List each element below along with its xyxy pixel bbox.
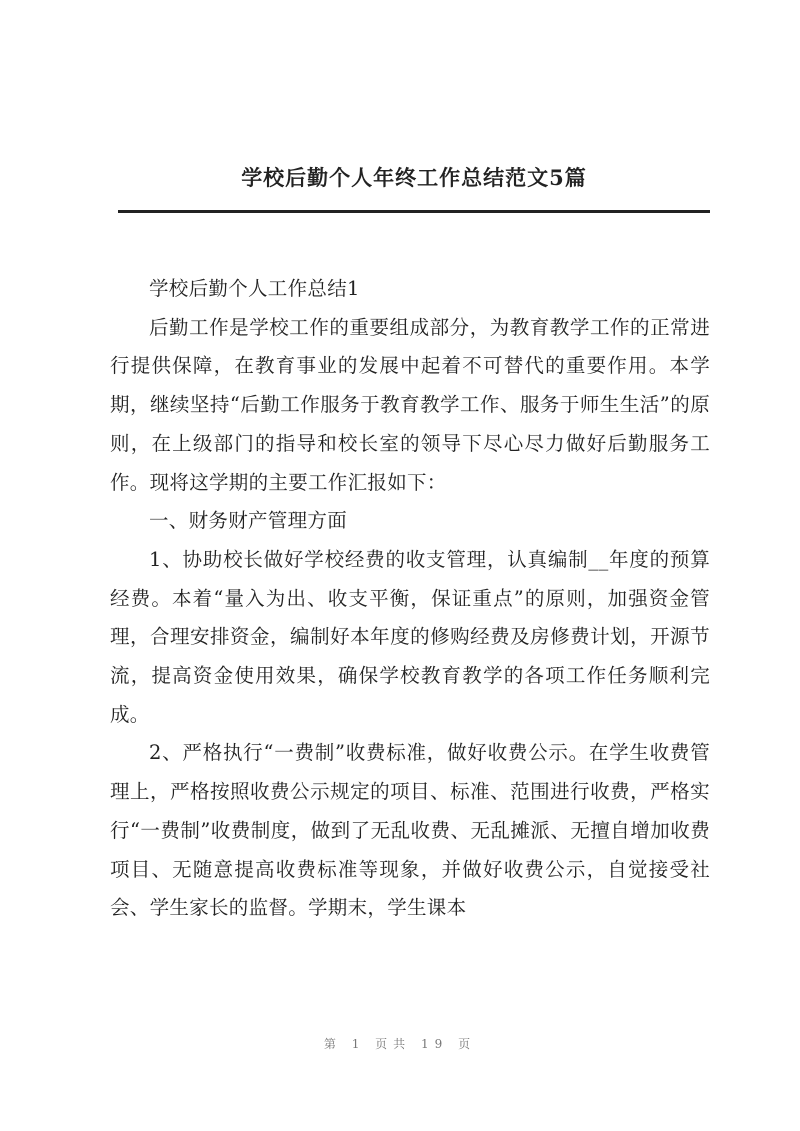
page-number-footer: 第 1 页共 19 页 (323, 1037, 477, 1051)
subsection-heading: 一、财务财产管理方面 (149, 509, 348, 533)
paragraph: 后勤工作是学校工作的重要组成部分，为教育教学工作的正常进行提供保障，在教育事业的发展中起着不可替代的重要作用。本学期，继续坚持“后勤工作服务于教育教学工作、服务于师生生活”的原则，在上级部门的指导和校长室的领导下尽心尽力做好后勤服务工作。现将这学期的主要工作汇报如下： (110, 315, 710, 494)
paragraph: 2、严格执行“一费制”收费标准，做好收费公示。在学生收费管理上，严格按照收费公示规定的项目、标准、范围进行收费，严格实行“一费制”收费制度，做到了无乱收费、无乱摊派、无擅自增加收费项目、无随意提高收费标准等现象，并做好收费公示，自觉接受社会、学生家长的监督。学期末，学生课本 (110, 741, 710, 920)
page-title: 学校后勤个人年终工作总结范文5篇 (241, 165, 587, 190)
document-body (110, 270, 710, 928)
section-heading: 学校后勤个人工作总结1 (149, 277, 360, 300)
title-divider (118, 210, 710, 213)
paragraph: 1、协助校长做好学校经费的收支管理，认真编制__年度的预算经费。本着“量入为出、收支平衡，保证重点”的原则，加强资金管理，合理安排资金，编制好本年度的修购经费及房修费计划，开源节流，提高资金使用效果，确保学校教育教学的各项工作任务顺利完成。 (110, 547, 710, 726)
